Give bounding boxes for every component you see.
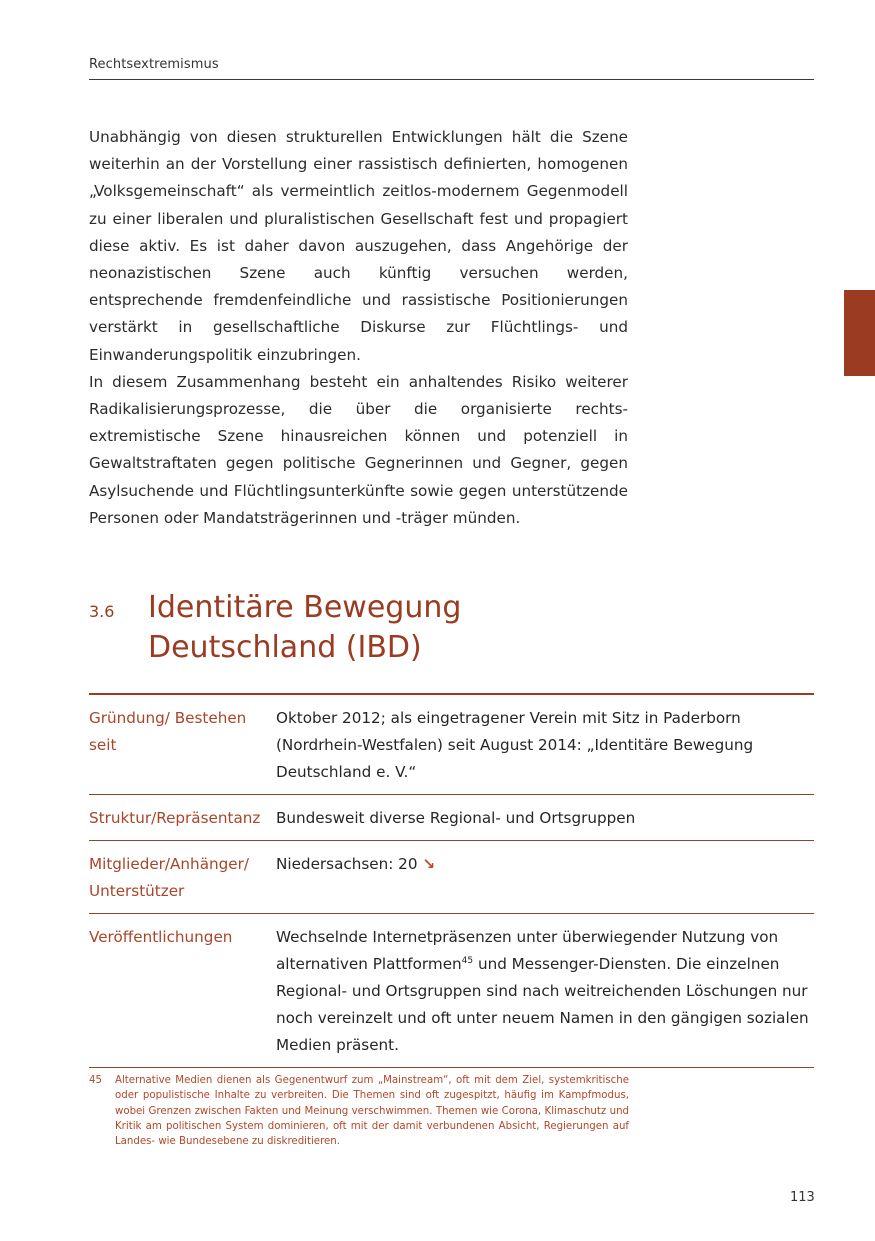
footnote	[89, 1073, 629, 1149]
chapter-thumb-tab	[844, 290, 875, 376]
row-label: Veröffentlichungen	[89, 928, 233, 946]
section-number: 3.6	[89, 602, 115, 621]
table-row	[89, 841, 814, 914]
row-value	[276, 924, 814, 1059]
row-value: Bundesweit diverse Regional- und Ortsgruppen	[276, 809, 636, 827]
row-value: Oktober 2012; als eingetragener Verein mit Sitz in Paderborn (Nordrhein-Westfalen) seit August 2014: „Identitäre Bewegung Deutschland e. V.“	[276, 709, 754, 781]
footnote-reference[interactable]: 45	[461, 955, 474, 966]
row-label: Mitglieder/Anhänger/ Unterstützer	[89, 855, 249, 900]
body-paragraph: In diesem Zusammenhang besteht ein anhaltendes Risiko weiterer Radikalisierungsprozesse, die über die organisierte rechtsextremistische Szene hinausreichen können und potenziell in Gewaltstraftaten gegen politische Gegnerinnen und Gegner, gegen Asylsuchende und Flüchtlingsunterkünfte sowie gegen unterstützende Personen oder Mandatsträgerinnen und -träger münden.	[89, 372, 628, 527]
header-rule	[89, 79, 814, 80]
table-row	[89, 795, 814, 841]
row-label: Gründung/ Bestehen seit	[89, 709, 247, 754]
table-row	[89, 914, 814, 1068]
trend-down-arrow-icon: ↘	[422, 855, 436, 873]
member-count: Niedersachsen: 20	[276, 855, 418, 873]
value-text: Wechselnde Internetpräsenzen unter überwiegender Nutzung von alternativen Plattformen	[276, 928, 779, 973]
body-text	[89, 124, 628, 532]
row-value	[276, 851, 814, 905]
footnote-number: 45	[89, 1075, 102, 1086]
body-paragraph: Unabhängig von diesen strukturellen Entwicklungen hält die Szene weiterhin an der Vorstellung einer rassistisch definierten, homogenen „Volksgemeinschaft“ als vermeintlich zeitlos-modernem Gegenmodell zu einer liberalen und pluralistischen Gesellschaft fest und propagiert diese aktiv. Es ist daher davon auszugehen, dass Angehörige der neonazistischen Szene auch künftig versuchen werden, entsprechende fremdenfeindliche und rassistische Positionierungen verstärkt in gesellschaftliche Diskurse zur Flüchtlings- und Einwanderungspolitik einzubringen.	[89, 128, 628, 364]
footnote-text: Alternative Medien dienen als Gegenentwurf zum „Mainstream“, oft mit dem Ziel, systemkritische oder populistische Inhalte zu verbreiten. Die Themen sind oft zugespitzt, häufig im Kampfmodus, wobei Grenzen zwischen Fakten und Meinung verschwimmen. Themen wie Corona, Klimaschutz und Kritik am politischen System dominieren, oft mit der damit verbundenen Absicht, Regierungen auf Landes- wie Bundesebene zu diskreditieren.	[115, 1075, 629, 1148]
value-text: und Messenger-Diensten. Die einzelnen Regional- und Ortsgruppen sind nach weitreichenden Löschungen nur noch vereinzelt und oft unter neuem Namen in den gängigen sozialen Medien präsent.	[276, 955, 809, 1054]
running-head-title: Rechtsextremismus	[89, 57, 219, 72]
row-label: Struktur/Repräsentanz	[89, 809, 261, 827]
section-title: Identitäre Bewegung Deutschland (IBD)	[148, 590, 462, 665]
table-row	[89, 695, 814, 795]
profile-table	[89, 693, 814, 1068]
page-number: 113	[790, 1190, 815, 1205]
